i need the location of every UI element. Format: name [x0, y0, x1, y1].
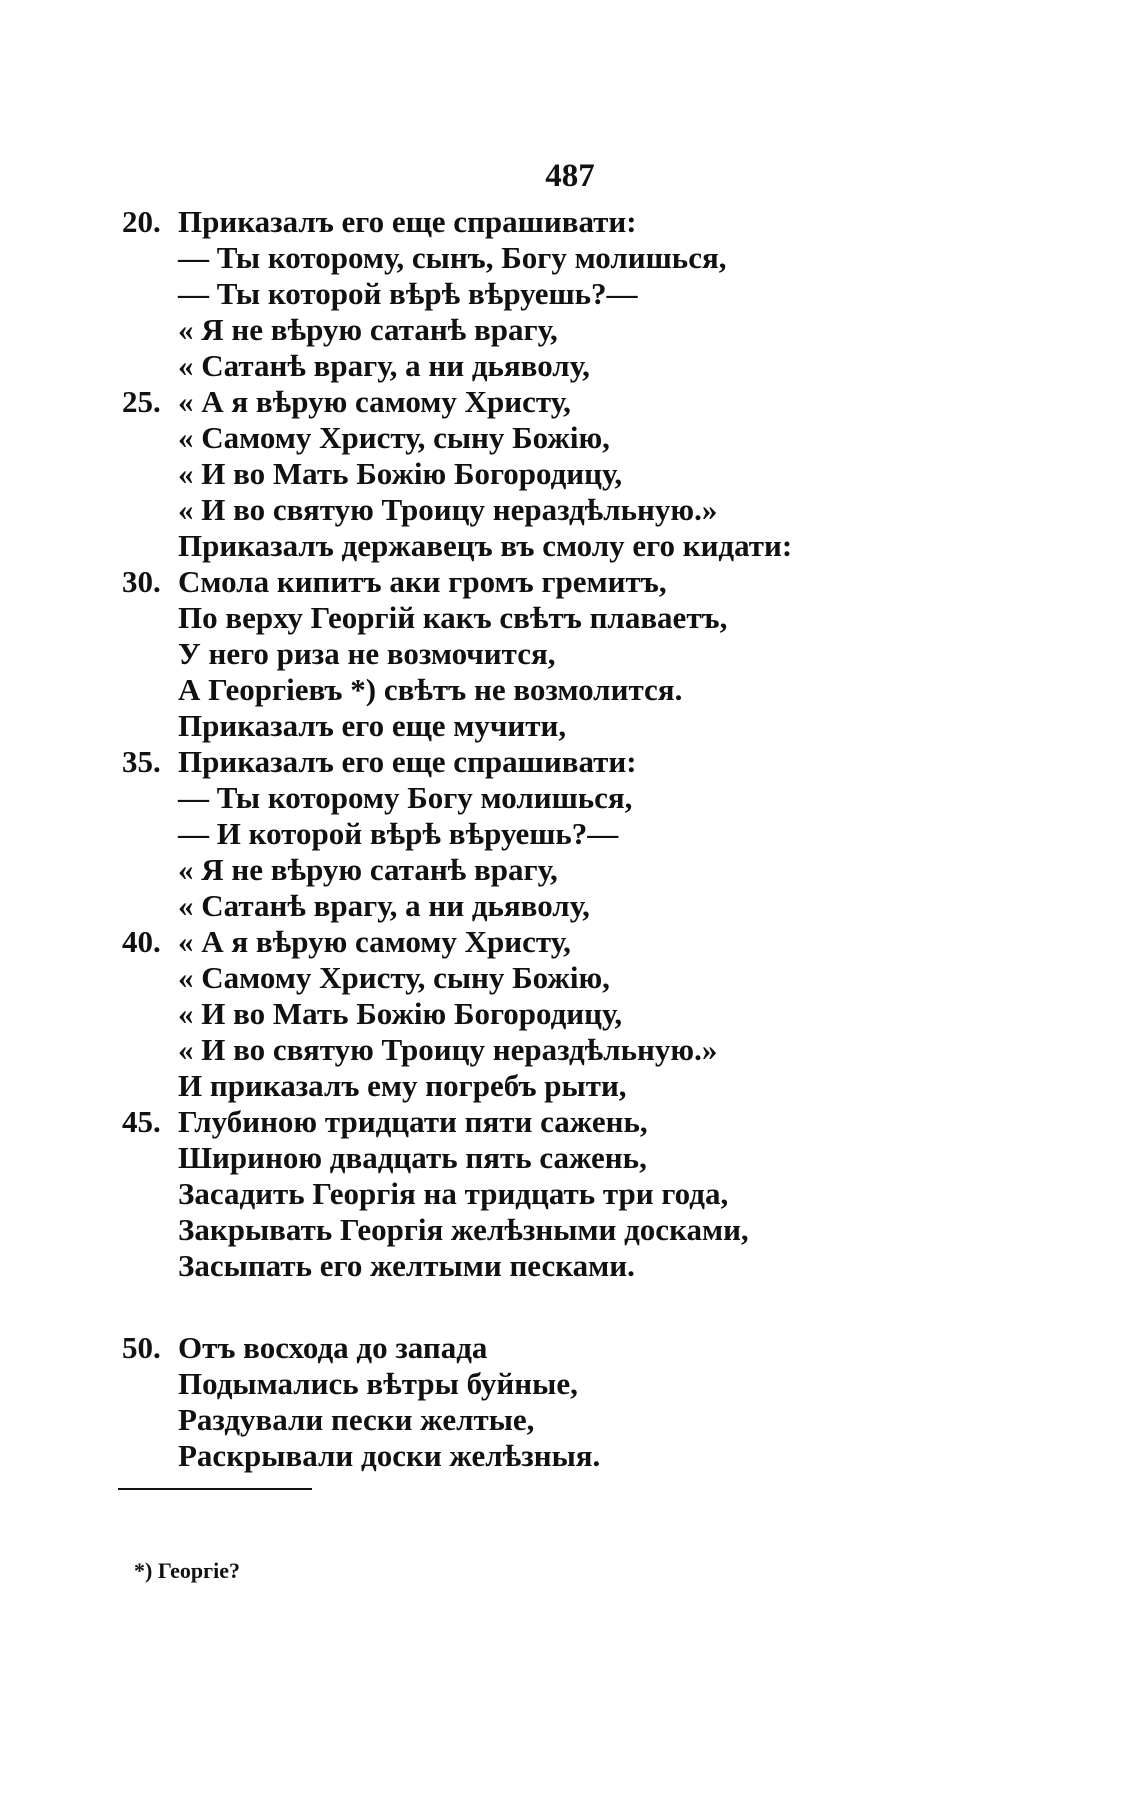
verse-text: « Самому Христу, сыну Божію,	[178, 960, 610, 995]
verse-text: Смола кипитъ аки громъ гремитъ,	[178, 564, 667, 599]
verse-line	[122, 312, 1022, 348]
verse-text: — Ты которой вѣрѣ вѣруешь?—	[178, 276, 638, 311]
line-number: 40.	[122, 924, 161, 959]
verse-line	[122, 1212, 1022, 1248]
line-number: 25.	[122, 384, 161, 419]
verse-line	[122, 1248, 1022, 1284]
verse-stanza-2	[122, 1330, 1022, 1474]
verse-line	[122, 960, 1022, 996]
verse-text: « И во Мать Божію Богородицу,	[178, 456, 623, 491]
verse-text: Приказалъ его еще мучити,	[178, 708, 567, 743]
line-number: 45.	[122, 1104, 161, 1139]
verse-line	[122, 816, 1022, 852]
verse-line	[122, 744, 1022, 780]
verse-text: И приказалъ ему погребъ рыти,	[178, 1068, 627, 1103]
verse-stanza-1	[122, 204, 1022, 1284]
verse-text: Приказалъ его еще спрашивати:	[178, 744, 637, 779]
verse-line	[122, 852, 1022, 888]
verse-text: « Я не вѣрую сатанѣ врагу,	[178, 312, 558, 347]
footnote: *) Георгіе?	[134, 1558, 241, 1583]
verse-text: Раздували пески желтые,	[178, 1402, 535, 1437]
verse-text: — Ты которому Богу молишься,	[178, 780, 633, 815]
verse-text: « И во святую Троицу нераздѣльную.»	[178, 1032, 718, 1067]
verse-line	[122, 636, 1022, 672]
verse-line	[122, 1366, 1022, 1402]
footnote-separator	[118, 1488, 312, 1490]
verse-line	[122, 1032, 1022, 1068]
verse-text: Закрывать Георгія желѣзными досками,	[178, 1212, 749, 1247]
verse-line	[122, 492, 1022, 528]
verse-line	[122, 780, 1022, 816]
verse-text: « Я не вѣрую сатанѣ врагу,	[178, 852, 558, 887]
line-number: 30.	[122, 564, 161, 599]
verse-line	[122, 240, 1022, 276]
verse-text: Шириною двадцать пять сажень,	[178, 1140, 647, 1175]
verse-line	[122, 924, 1022, 960]
verse-text: « Сатанѣ врагу, а ни дьяволу,	[178, 888, 590, 923]
verse-text: « А я вѣрую самому Христу,	[178, 384, 571, 419]
verse-text: Подымались вѣтры буйные,	[178, 1366, 578, 1401]
verse-line	[122, 1104, 1022, 1140]
verse-line	[122, 1438, 1022, 1474]
verse-line	[122, 708, 1022, 744]
verse-line	[122, 1176, 1022, 1212]
verse-text: У него риза не возмочится,	[178, 636, 556, 671]
verse-text: « А я вѣрую самому Христу,	[178, 924, 571, 959]
verse-line	[122, 564, 1022, 600]
verse-line	[122, 1068, 1022, 1104]
verse-line	[122, 1330, 1022, 1366]
verse-line	[122, 528, 1022, 564]
verse-text: — Ты которому, сынъ, Богу молишься,	[178, 240, 727, 275]
verse-line	[122, 348, 1022, 384]
verse-text: « И во святую Троицу нераздѣльную.»	[178, 492, 718, 527]
verse-text: « Сатанѣ врагу, а ни дьяволу,	[178, 348, 590, 383]
verse-text: — И которой вѣрѣ вѣруешь?—	[178, 816, 619, 851]
verse-text: Засыпать его желтыми песками.	[178, 1248, 635, 1283]
verse-text: По верху Георгій какъ свѣтъ плаваетъ,	[178, 600, 728, 635]
verse-line	[122, 888, 1022, 924]
verse-line	[122, 672, 1022, 708]
verse-text: « Самому Христу, сыну Божію,	[178, 420, 610, 455]
verse-text: А Георгіевъ *) свѣтъ не возмолится.	[178, 672, 683, 707]
verse-line	[122, 456, 1022, 492]
verse-line	[122, 600, 1022, 636]
verse-text: Засадить Георгія на тридцать три года,	[178, 1176, 729, 1211]
verse-text: Раскрывали доски желѣзныя.	[178, 1438, 601, 1473]
verse-text: Приказалъ державецъ въ смолу его кидати:	[178, 528, 793, 563]
line-number: 20.	[122, 204, 161, 239]
line-number: 50.	[122, 1330, 161, 1365]
verse-text: « И во Мать Божію Богородицу,	[178, 996, 623, 1031]
line-number: 35.	[122, 744, 161, 779]
verse-line	[122, 1140, 1022, 1176]
verse-line	[122, 996, 1022, 1032]
verse-line	[122, 384, 1022, 420]
verse-line	[122, 276, 1022, 312]
verse-text: Отъ восхода до запада	[178, 1330, 488, 1365]
page-number: 487	[545, 158, 595, 194]
verse-line	[122, 1402, 1022, 1438]
verse-line	[122, 420, 1022, 456]
verse-text: Глубиною тридцати пяти сажень,	[178, 1104, 648, 1139]
verse-line	[122, 204, 1022, 240]
verse-text: Приказалъ его еще спрашивати:	[178, 204, 637, 239]
